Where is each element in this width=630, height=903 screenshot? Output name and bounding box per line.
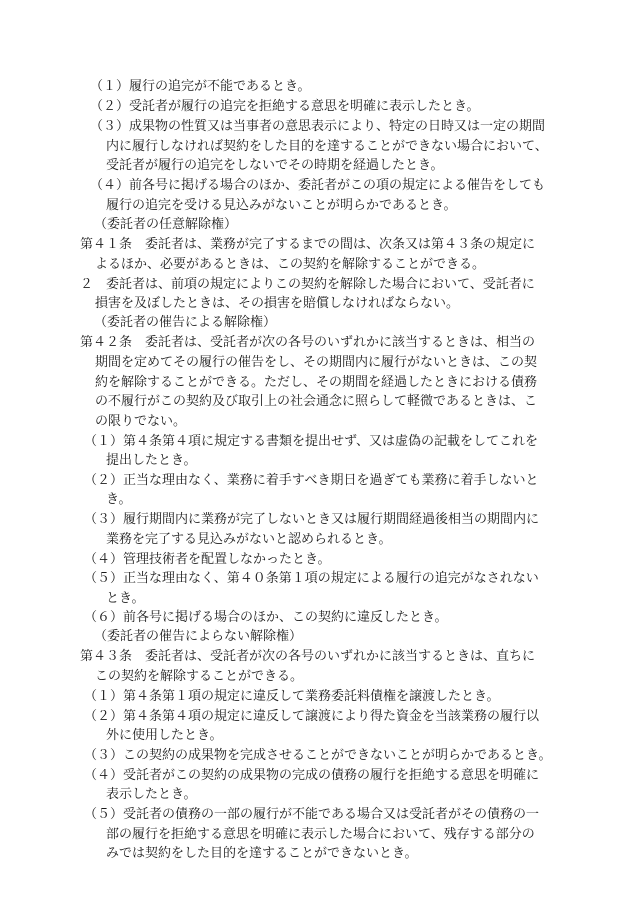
text-line: の限りでない。 xyxy=(95,414,187,429)
section-heading: （委託者の催告による解除権） xyxy=(94,315,277,330)
text-line: みでは契約をした目的を達することができないとき。 xyxy=(106,846,418,861)
text-line: よるほか、必要があるときは、この契約を解除することができる。 xyxy=(95,257,486,272)
text-line: （１）第４条第１項の規定に違反して業務委託料債権を譲渡したとき。 xyxy=(84,689,500,704)
text-line: 約を解除することができる。ただし、その期間を経過したときにおける債務 xyxy=(95,375,538,390)
text-line: 損害を及ぼしたときは、その損害を賠償しなければならない。 xyxy=(95,296,460,311)
article-line: 第４３条 委託者は、受託者が次の各号のいずれかに該当するときは、直ちに xyxy=(80,649,536,664)
text-line: 部の履行を拒絶する意思を明確に表示した場合において、残存する部分の xyxy=(106,827,535,842)
text-line: （４）受託者がこの契約の成果物の完成の債務の履行を拒絶する意思を明確に xyxy=(84,768,540,783)
text-line: （１）履行の追完が不能であるとき。 xyxy=(90,79,311,94)
section-heading: （委託者の任意解除権） xyxy=(94,217,238,232)
text-line: （５）受託者の債務の一部の履行が不能である場合又は受託者がその債務の一 xyxy=(84,807,540,822)
text-line: 受託者が履行の追完をしないでその時期を経過したとき。 xyxy=(106,158,444,173)
text-line: （１）第４条第４項に規定する書類を提出せず、又は虚偽の記載をしてこれを xyxy=(84,434,538,449)
text-line: （２）受託者が履行の追完を拒絶する意思を明確に表示したとき。 xyxy=(90,99,480,114)
text-line: （３）この契約の成果物を完成させることができないことが明らかであるとき。 xyxy=(84,748,552,763)
text-line: ２ 委託者は、前項の規定によりこの契約を解除した場合において、受託者に xyxy=(80,277,535,292)
text-line: 期間を定めてその履行の催告をし、その期間内に履行がないときは、この契 xyxy=(95,355,538,370)
article-line: 第４２条 委託者は、受託者が次の各号のいずれかに該当するときは、相当の xyxy=(80,335,536,350)
text-line: とき。 xyxy=(106,591,145,606)
text-line: （２）第４条第４項の規定に違反して譲渡により得た資金を当該業務の履行以 xyxy=(84,709,540,724)
text-line: 外に使用したとき。 xyxy=(106,728,223,743)
text-line: の不履行がこの契約及び取引上の社会通念に照らして軽微であるときは、こ xyxy=(95,394,538,409)
text-line: き。 xyxy=(106,492,132,507)
text-line: 表示したとき。 xyxy=(106,787,197,802)
text-line: この契約を解除することができる。 xyxy=(95,669,304,684)
text-line: （５）正当な理由なく、第４０条第１項の規定による履行の追完がなされない xyxy=(84,571,539,586)
text-line: 履行の追完を受ける見込みがないことが明らかであるとき。 xyxy=(106,198,457,213)
text-line: （６）前各号に掲げる場合のほか、この契約に違反したとき。 xyxy=(84,610,448,625)
text-line: 内に履行しなければ契約をした目的を達することができない場合において、 xyxy=(106,139,548,154)
article-line: 第４１条 委託者は、業務が完了するまでの間は、次条又は第４３条の規定に xyxy=(80,237,536,252)
text-line: （３）成果物の性質又は当事者の意思表示により、特定の日時又は一定の期間 xyxy=(90,119,546,134)
text-line: 業務を完了する見込みがないと認められるとき。 xyxy=(106,532,392,547)
section-heading: （委託者の催告によらない解除権） xyxy=(94,629,303,644)
text-line: （４）前各号に掲げる場合のほか、委託者がこの項の規定による催告をしても xyxy=(90,178,546,193)
text-line: 提出したとき。 xyxy=(106,453,197,468)
text-line: （３）履行期間内に業務が完了しないとき又は履行期間経過後相当の期間内に xyxy=(84,512,540,527)
text-line: （４）管理技術者を配置しなかったとき。 xyxy=(84,552,331,567)
text-line: （２）正当な理由なく、業務に着手すべき期日を過ぎても業務に着手しないと xyxy=(84,473,539,488)
